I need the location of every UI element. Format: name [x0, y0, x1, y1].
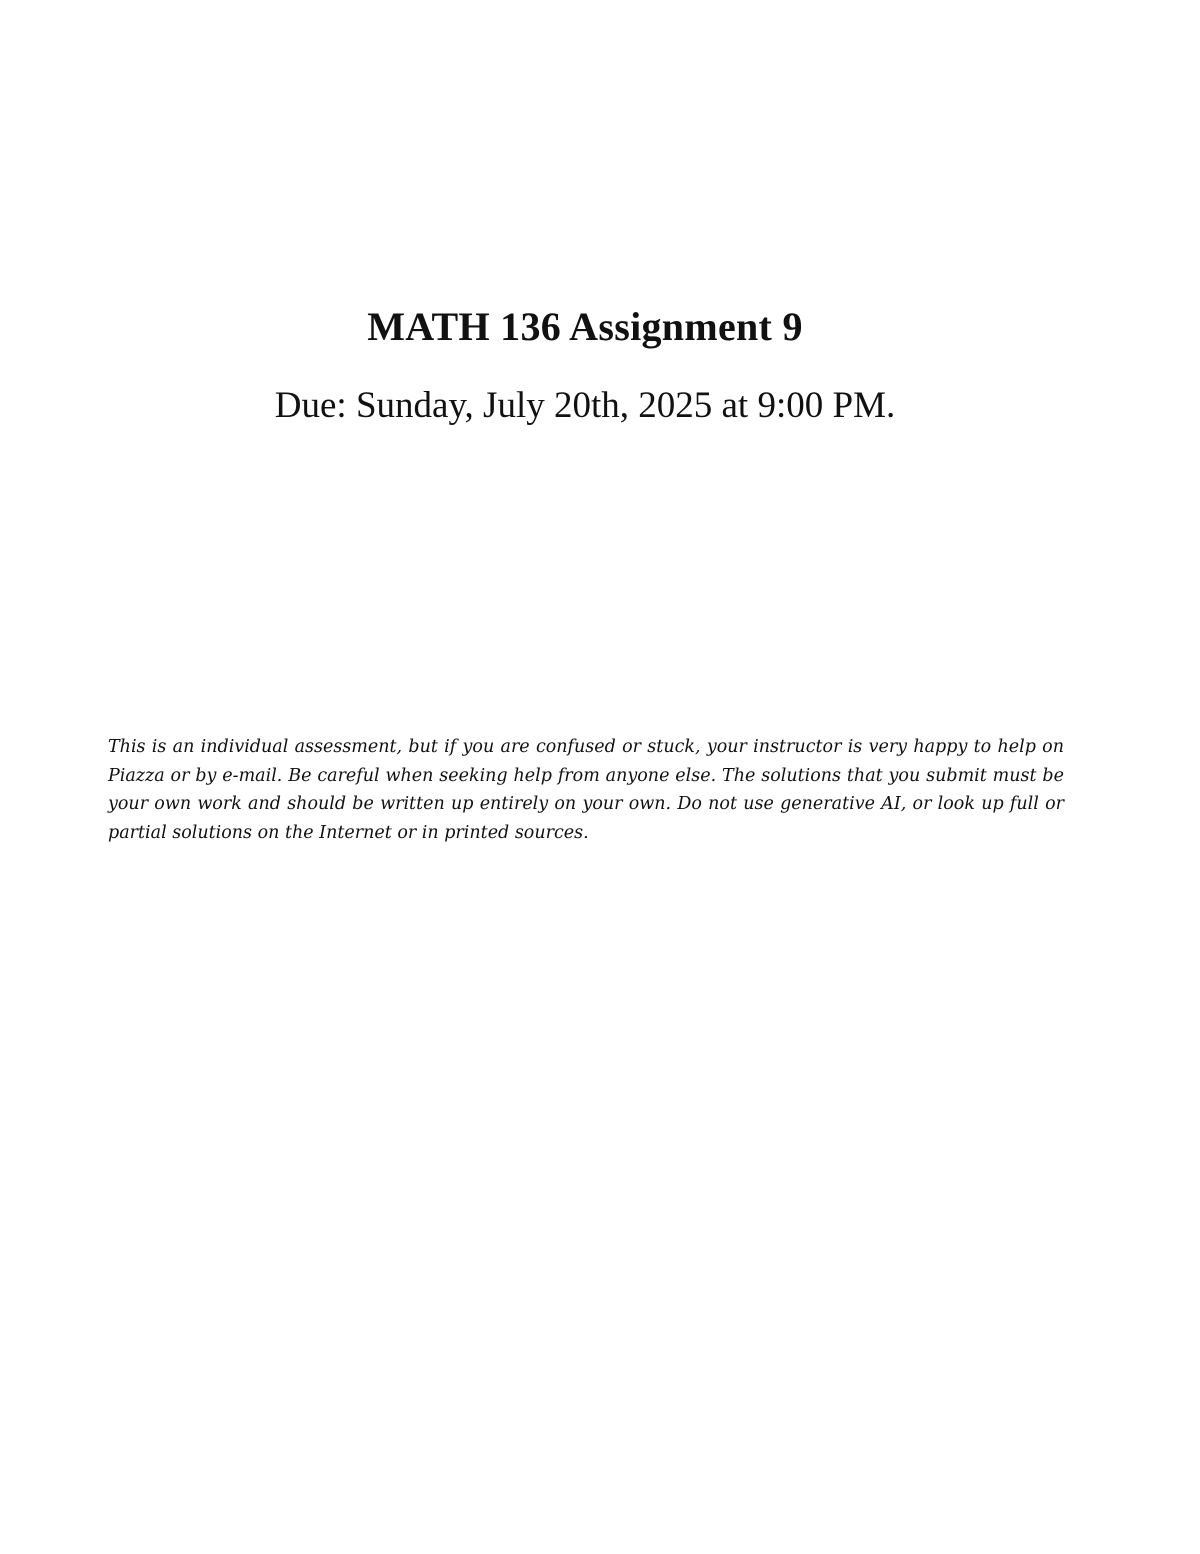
assignment-title: MATH 136 Assignment 9	[367, 304, 803, 349]
academic-integrity-notice: This is an individual assessment, but if you are confused or stuck, your instructor is very happy to help on Piazza or by e-mail. Be careful when seeking help from anyone else. The solutions that you submit must be your own work and should be written up entirely on your own. Do not use generative AI, or look up full or partial solutions on the Internet or in printed sources.	[108, 737, 1064, 843]
due-date: Due: Sunday, July 20th, 2025 at 9:00 PM.	[274, 385, 896, 426]
